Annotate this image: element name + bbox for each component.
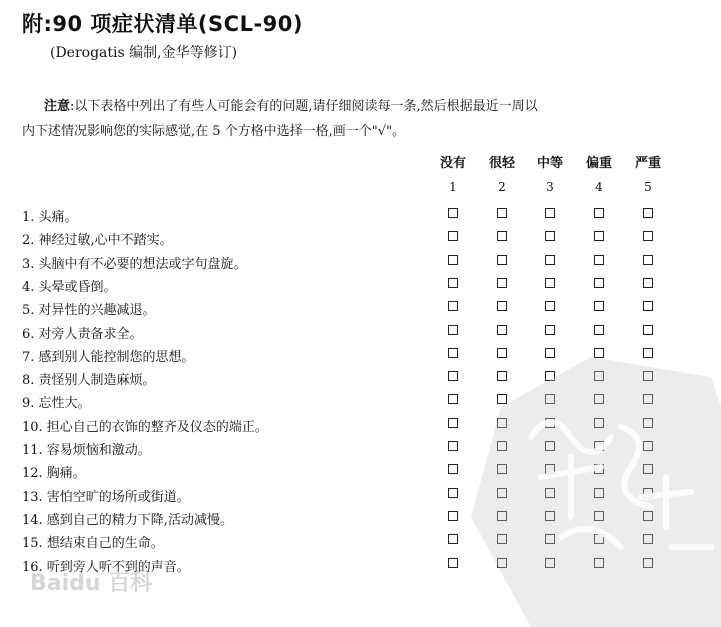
checkbox-option-2[interactable] [497, 464, 507, 474]
checkbox-option-5[interactable] [643, 231, 653, 241]
checkbox-option-5[interactable] [643, 208, 653, 218]
symptom-row [22, 273, 702, 295]
checkbox-option-3[interactable] [545, 511, 555, 521]
symptom-row [22, 529, 702, 551]
checkbox-option-3[interactable] [545, 464, 555, 474]
checkbox-option-4[interactable] [594, 301, 604, 311]
checkbox-option-3[interactable] [545, 418, 555, 428]
checkbox-option-1[interactable] [448, 301, 458, 311]
checkbox-option-3[interactable] [545, 255, 555, 265]
symptom-text: 9. 忘性大。 [22, 396, 91, 412]
symptom-text: 16. 听到旁人听不到的声音。 [22, 559, 190, 575]
page-title: 附:90 项症状清单(SCL-90) [22, 12, 303, 36]
symptom-row [22, 250, 702, 272]
column-header-4: 偏重 [585, 156, 612, 171]
symptom-text: 1. 头痛。 [22, 210, 78, 225]
checkbox-option-1[interactable] [448, 464, 458, 474]
checkbox-option-4[interactable] [594, 418, 604, 428]
symptom-row [22, 483, 702, 505]
symptom-row [22, 343, 702, 365]
instructions [22, 94, 702, 144]
checkbox-option-5[interactable] [643, 371, 653, 381]
column-number-5: 5 [644, 180, 652, 194]
checkbox-option-3[interactable] [545, 348, 555, 358]
checkbox-option-3[interactable] [545, 534, 555, 544]
symptom-text: 13. 害怕空旷的场所或街道。 [22, 489, 190, 505]
symptom-row [22, 436, 702, 458]
symptom-text: 15. 想结束自己的生命。 [22, 536, 164, 552]
checkbox-option-2[interactable] [497, 371, 507, 381]
checkbox-option-4[interactable] [594, 348, 604, 358]
instructions-line-2: 内下述情况影响您的实际感觉,在 5 个方格中选择一格,画一个"√"。 [22, 124, 406, 139]
page-subtitle: (Derogatis 编制,金华等修订) [50, 45, 238, 61]
checkbox-option-4[interactable] [594, 231, 604, 241]
symptom-row [22, 413, 702, 435]
checkbox-option-2[interactable] [497, 208, 507, 218]
symptom-row [22, 203, 702, 225]
checkbox-option-4[interactable] [594, 371, 604, 381]
checkbox-option-2[interactable] [497, 301, 507, 311]
symptom-row [22, 389, 702, 411]
column-number-2: 2 [498, 180, 506, 194]
column-number-1: 1 [449, 180, 457, 194]
checkbox-option-5[interactable] [643, 278, 653, 288]
symptom-text: 12. 胸痛。 [22, 466, 86, 482]
checkbox-option-5[interactable] [643, 418, 653, 428]
checkbox-option-1[interactable] [448, 488, 458, 498]
symptom-text: 7. 感到别人能控制您的思想。 [22, 349, 195, 365]
checkbox-option-2[interactable] [497, 348, 507, 358]
checkbox-option-2[interactable] [497, 278, 507, 288]
checkbox-option-1[interactable] [448, 534, 458, 544]
symptom-text: 2. 神经过敏,心中不踏实。 [22, 233, 173, 249]
checkbox-option-2[interactable] [497, 255, 507, 265]
checkbox-option-1[interactable] [448, 418, 458, 428]
symptom-text: 6. 对旁人责备求全。 [22, 326, 143, 342]
symptom-row [22, 366, 702, 388]
checkbox-option-4[interactable] [594, 278, 604, 288]
column-header-3: 中等 [536, 156, 563, 171]
checkbox-option-5[interactable] [643, 255, 653, 265]
checkbox-option-2[interactable] [497, 558, 507, 568]
symptom-text: 11. 容易烦恼和激动。 [22, 443, 151, 458]
checkbox-option-5[interactable] [643, 325, 653, 335]
checkbox-option-4[interactable] [594, 558, 604, 568]
checkbox-option-5[interactable] [643, 558, 653, 568]
checkbox-option-1[interactable] [448, 558, 458, 568]
checkbox-option-4[interactable] [594, 255, 604, 265]
checkbox-option-1[interactable] [448, 348, 458, 358]
baidu-watermark: Baidu 百科 [30, 571, 153, 596]
checkbox-option-5[interactable] [643, 394, 653, 404]
symptom-text: 14. 感到自己的精力下降,活动减慢。 [22, 512, 233, 528]
symptom-text: 10. 担心自己的衣饰的整齐及仪态的端正。 [22, 419, 268, 435]
note-label: 注意 [44, 99, 71, 114]
checkbox-option-5[interactable] [643, 511, 653, 521]
checkbox-option-5[interactable] [643, 488, 653, 498]
checkbox-option-1[interactable] [448, 325, 458, 335]
checkbox-option-3[interactable] [545, 208, 555, 218]
checkbox-option-2[interactable] [497, 511, 507, 521]
symptom-text: 8. 责怪别人制造麻烦。 [22, 373, 156, 389]
column-header-1: 没有 [439, 156, 466, 171]
checkbox-option-1[interactable] [448, 441, 458, 451]
checkbox-option-5[interactable] [643, 441, 653, 451]
checkbox-option-5[interactable] [643, 464, 653, 474]
checkbox-option-2[interactable] [497, 418, 507, 428]
checkbox-option-2[interactable] [497, 534, 507, 544]
checkbox-option-3[interactable] [545, 371, 555, 381]
checkbox-option-4[interactable] [594, 511, 604, 521]
checkbox-option-1[interactable] [448, 394, 458, 404]
checkbox-option-2[interactable] [497, 394, 507, 404]
checkbox-option-5[interactable] [643, 534, 653, 544]
symptom-row [22, 226, 702, 248]
column-number-4: 4 [595, 180, 603, 194]
checkbox-option-2[interactable] [497, 488, 507, 498]
checkbox-option-1[interactable] [448, 278, 458, 288]
checkbox-option-1[interactable] [448, 371, 458, 381]
checkbox-option-2[interactable] [497, 325, 507, 335]
symptom-text: 3. 头脑中有不必要的想法或字句盘旋。 [22, 256, 247, 272]
checkbox-option-3[interactable] [545, 231, 555, 241]
column-header-2: 很轻 [488, 156, 515, 171]
checkbox-option-5[interactable] [643, 348, 653, 358]
checkbox-option-4[interactable] [594, 208, 604, 218]
instructions-text-1: :以下表格中列出了有些人可能会有的问题,请仔细阅读每一条,然后根据最近一周以 [70, 99, 538, 114]
checkbox-option-4[interactable] [594, 325, 604, 335]
checkbox-option-4[interactable] [594, 534, 604, 544]
checkbox-option-3[interactable] [545, 558, 555, 568]
checkbox-option-2[interactable] [497, 441, 507, 451]
checkbox-option-2[interactable] [497, 231, 507, 241]
instructions-line-1 [22, 94, 702, 119]
checkbox-option-4[interactable] [594, 441, 604, 451]
symptom-text: 5. 对异性的兴趣减退。 [22, 303, 156, 319]
checkbox-option-3[interactable] [545, 325, 555, 335]
checkbox-option-4[interactable] [594, 464, 604, 474]
checkbox-option-1[interactable] [448, 231, 458, 241]
checkbox-option-3[interactable] [545, 488, 555, 498]
symptom-row [22, 506, 702, 528]
checkbox-option-1[interactable] [448, 255, 458, 265]
checkbox-option-4[interactable] [594, 488, 604, 498]
symptom-row [22, 459, 702, 481]
symptom-row [22, 320, 702, 342]
checkbox-option-3[interactable] [545, 394, 555, 404]
symptom-text: 4. 头晕或昏倒。 [22, 279, 117, 295]
checkbox-option-1[interactable] [448, 511, 458, 521]
column-number-3: 3 [546, 180, 554, 194]
column-header-5: 严重 [634, 156, 661, 171]
checkbox-option-4[interactable] [594, 394, 604, 404]
checkbox-option-3[interactable] [545, 301, 555, 311]
symptom-row [22, 296, 702, 318]
checkbox-option-1[interactable] [448, 208, 458, 218]
checkbox-option-5[interactable] [643, 301, 653, 311]
checkbox-option-3[interactable] [545, 278, 555, 288]
symptom-row [22, 553, 702, 575]
checkbox-option-3[interactable] [545, 441, 555, 451]
